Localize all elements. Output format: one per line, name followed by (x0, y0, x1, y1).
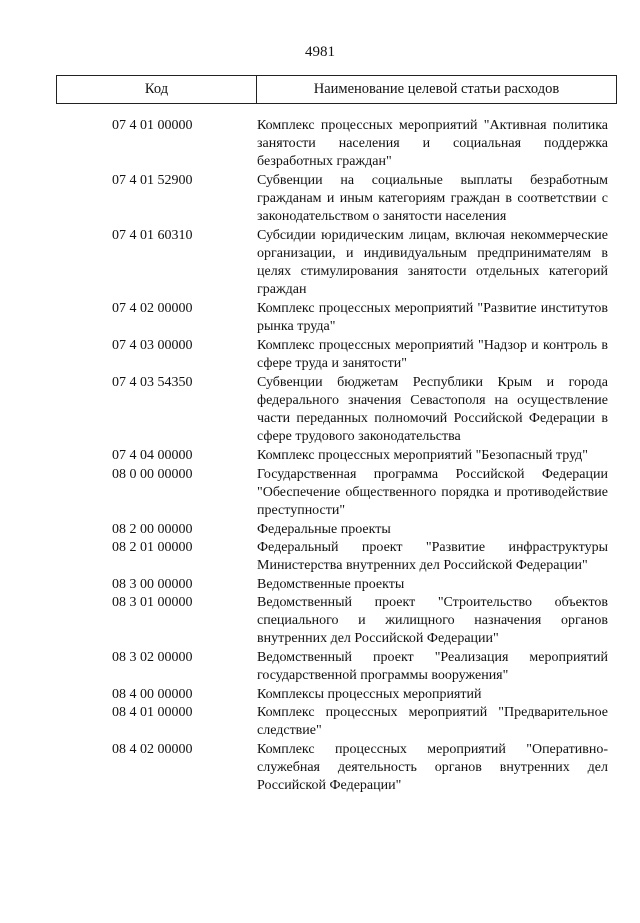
row-code: 07 4 01 60310 (112, 228, 193, 243)
row-code: 08 3 00 00000 (112, 577, 193, 592)
row-code: 08 4 02 00000 (112, 742, 193, 757)
table-row (0, 227, 640, 299)
table-row (0, 649, 640, 685)
row-name: Субвенции бюджетам Республики Крым и города федерального значения Севастополя на осуществление части переданных полномочий Российской Федерации в сфере трудового законодательства (257, 375, 608, 444)
row-name: Комплекс процессных мероприятий "Надзор и контроль в сфере труда и занятости" (257, 338, 608, 371)
table-row (0, 741, 640, 795)
row-code: 08 4 01 00000 (112, 705, 193, 720)
row-code: 08 0 00 00000 (112, 467, 193, 482)
row-name: Комплексы процессных мероприятий (257, 687, 482, 702)
row-code: 07 4 03 54350 (112, 375, 193, 390)
row-code: 07 4 01 00000 (112, 118, 193, 133)
row-name: Субсидии юридическим лицам, включая некоммерческие организации, и индивидуальным предпринимателям в целях стимулирования занятости отдельных категорий граждан (257, 228, 608, 297)
row-name: Комплекс процессных мероприятий "Развитие институтов рынка труда" (257, 301, 608, 334)
row-code: 08 2 00 00000 (112, 522, 193, 537)
row-name: Субвенции на социальные выплаты безработным гражданам и иным категориям граждан в соответствии с законодательством о занятости населения (257, 173, 608, 224)
row-name: Государственная программа Российской Федерации "Обеспечение общественного порядка и противодействие преступности" (257, 467, 608, 518)
table-body (0, 117, 640, 795)
row-code: 07 4 02 00000 (112, 301, 193, 316)
table-row (0, 466, 640, 520)
table-row (0, 300, 640, 336)
row-name: Комплекс процессных мероприятий "Предварительное следствие" (257, 705, 608, 738)
row-code: 08 2 01 00000 (112, 540, 193, 555)
table-row (0, 374, 640, 446)
row-name: Ведомственные проекты (257, 577, 405, 592)
column-header-name: Наименование целевой статьи расходов (313, 81, 560, 97)
table-row (0, 539, 640, 575)
table-header (56, 75, 617, 104)
table-row (0, 117, 640, 171)
page-number: 4981 (305, 44, 335, 60)
row-code: 08 3 01 00000 (112, 595, 193, 610)
row-name: Комплекс процессных мероприятий "Оперативно-служебная деятельность органов внутренних дел Российской Федерации" (257, 742, 608, 793)
table-row (0, 521, 640, 539)
table-row (0, 172, 640, 226)
row-name: Комплекс процессных мероприятий "Безопасный труд" (257, 448, 589, 463)
table-row (0, 686, 640, 704)
row-code: 08 3 02 00000 (112, 650, 193, 665)
row-code: 08 4 00 00000 (112, 687, 193, 702)
row-code: 07 4 03 00000 (112, 338, 193, 353)
table-row (0, 447, 640, 465)
row-name: Ведомственный проект "Реализация мероприятий государственной программы вооружения" (257, 650, 608, 683)
column-header-code: Код (57, 76, 257, 103)
row-name: Ведомственный проект "Строительство объектов специального и жилищного назначения органов внутренних дел Российской Федерации" (257, 595, 608, 646)
row-name: Федеральные проекты (257, 522, 391, 537)
table-row (0, 704, 640, 740)
row-code: 07 4 01 52900 (112, 173, 193, 188)
table-row (0, 337, 640, 373)
row-name: Комплекс процессных мероприятий "Активная политика занятости населения и социальная поддержка безработных граждан" (257, 118, 608, 169)
row-name: Федеральный проект "Развитие инфраструктуры Министерства внутренних дел Российской Федерации" (257, 540, 608, 573)
row-code: 07 4 04 00000 (112, 448, 193, 463)
table-row (0, 594, 640, 648)
table-row (0, 576, 640, 594)
